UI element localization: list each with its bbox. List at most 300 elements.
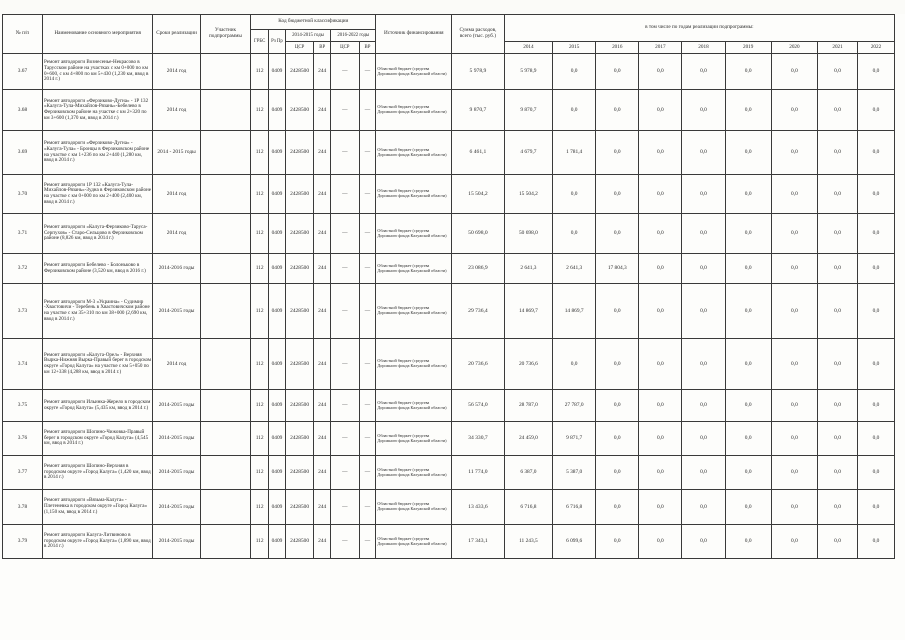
total-amount: 5 978,9 [452,54,505,90]
year-amount: 0,0 [596,390,639,422]
year-amount: 0,0 [818,339,858,390]
year-amount: 0,0 [596,525,639,559]
row-number: 3.72 [3,254,43,284]
year-amount: 0,0 [858,284,895,339]
csr-code-2016-2022: — [331,284,359,339]
implementation-terms: 2014-2015 годы [153,525,200,559]
year-amount: 0,0 [596,131,639,175]
rzpr-code: 0409 [269,131,286,175]
year-amount: 0,0 [858,456,895,490]
grbs-code: 112 [251,54,269,90]
funding-source: Областной бюджет (средства Дорожного фонда Калужской области) [376,525,452,559]
total-amount: 13 433,6 [452,490,505,525]
year-amount: 5 978,9 [504,54,552,90]
rzpr-code: 0409 [269,90,286,131]
rzpr-code: 0409 [269,254,286,284]
year-amount: 0,0 [771,490,817,525]
participant [200,525,250,559]
table-row [3,284,895,339]
year-amount: 0,0 [596,90,639,131]
csr-code: 2428500 [285,254,313,284]
csr-code-2016-2022: — [331,131,359,175]
measure-name: Ремонт автодороги Вознесенье-Некрасово в Тарусском районе на участках с км 0+000 по км 0+600, с км 4+800 по км 5+430 (1,230 км, ввод в 2014 г.) [42,54,152,90]
year-amount: 0,0 [639,456,682,490]
year-amount: 0,0 [596,456,639,490]
vr-code-2016-2022: — [359,90,376,131]
vr-code-2016-2022: — [359,54,376,90]
header-source: Источник финансирования [376,15,452,54]
row-number: 3.75 [3,390,43,422]
year-amount: 0,0 [639,254,682,284]
row-number: 3.79 [3,525,43,559]
vr-code: 244 [314,90,331,131]
measure-name: Ремонт автодороги «Ферзиково-Дугна» - 1Р 132 «Калуга-Тула-Михайлов-Рязань»-Бебелево в Ферзиковском районе на участке с км 2+320 по км 3+600 (1,370 км, ввод в 2014 г.) [42,90,152,131]
participant [200,254,250,284]
participant [200,390,250,422]
implementation-terms: 2014-2015 годы [153,284,200,339]
year-amount: 0,0 [639,339,682,390]
rzpr-code: 0409 [269,525,286,559]
total-amount: 56 574,0 [452,390,505,422]
implementation-terms: 2014-2015 годы [153,490,200,525]
total-amount: 9 870,7 [452,90,505,131]
vr-code-2016-2022: — [359,456,376,490]
funding-source: Областной бюджет (средства Дорожного фонда Калужской области) [376,131,452,175]
grbs-code: 112 [251,175,269,214]
year-amount: 0,0 [771,54,817,90]
total-amount: 17 343,1 [452,525,505,559]
year-amount: 0,0 [553,214,596,254]
implementation-terms: 2014 год [153,54,200,90]
year-amount: 24 459,0 [504,422,552,456]
measure-name: Ремонт автодороги Шопино-Чижовка-Правый берег в городском округе «Город Калуга» (4,545 км, ввод в 2014 г.) [42,422,152,456]
implementation-terms: 2014-2015 годы [153,422,200,456]
table-row [3,490,895,525]
participant [200,284,250,339]
csr-code: 2428500 [285,422,313,456]
rzpr-code: 0409 [269,54,286,90]
measure-name: Ремонт автодороги Шопино-Верхняя в городском округе «Город Калуга» (1,420 км, ввод в 2014 г.) [42,456,152,490]
implementation-terms: 2014 - 2015 годы [153,131,200,175]
row-number: 3.69 [3,131,43,175]
csr-code: 2428500 [285,390,313,422]
header-2016-2022: 2016-2022 годы [331,30,376,42]
grbs-code: 112 [251,254,269,284]
year-amount: 2 641,3 [504,254,552,284]
participant [200,175,250,214]
year-amount: 0,0 [639,54,682,90]
csr-code-2016-2022: — [331,390,359,422]
year-amount: 0,0 [596,214,639,254]
total-amount: 15 504,2 [452,175,505,214]
vr-code-2016-2022: — [359,284,376,339]
vr-code-2016-2022: — [359,339,376,390]
year-amount: 4 679,7 [504,131,552,175]
grbs-code: 112 [251,131,269,175]
year-amount: 0,0 [682,390,725,422]
grbs-code: 112 [251,90,269,131]
year-amount: 0,0 [771,422,817,456]
rzpr-code: 0409 [269,175,286,214]
vr-code: 244 [314,131,331,175]
csr-code: 2428500 [285,131,313,175]
row-number: 3.68 [3,90,43,131]
measure-name: Ремонт автодороги «Вязьма-Калуга» - Плетеневка в городском округе «Город Калуга» (1,150 км, ввод в 2014 г.) [42,490,152,525]
year-amount: 17 804,3 [596,254,639,284]
row-number: 3.67 [3,54,43,90]
year-amount: 0,0 [596,422,639,456]
funding-source: Областной бюджет (средства Дорожного фонда Калужской области) [376,422,452,456]
implementation-terms: 2014 год [153,175,200,214]
year-amount: 0,0 [725,456,771,490]
total-amount: 23 086,9 [452,254,505,284]
table-row [3,131,895,175]
year-amount: 0,0 [725,175,771,214]
year-amount: 9 870,7 [504,90,552,131]
header-year: 2019 [725,42,771,54]
vr-code: 244 [314,390,331,422]
csr-code-2016-2022: — [331,54,359,90]
year-amount: 0,0 [858,131,895,175]
vr-code: 244 [314,254,331,284]
vr-code: 244 [314,525,331,559]
year-amount: 0,0 [858,254,895,284]
year-amount: 0,0 [639,422,682,456]
header-csr: ЦСР [285,42,313,54]
year-amount: 0,0 [725,54,771,90]
vr-code-2016-2022: — [359,422,376,456]
year-amount: 0,0 [725,525,771,559]
year-amount: 0,0 [818,175,858,214]
vr-code: 244 [314,214,331,254]
year-amount: 0,0 [771,456,817,490]
header-year: 2016 [596,42,639,54]
year-amount: 6 716,8 [504,490,552,525]
year-amount: 0,0 [725,214,771,254]
csr-code: 2428500 [285,490,313,525]
total-amount: 29 736,4 [452,284,505,339]
vr-code: 244 [314,490,331,525]
grbs-code: 112 [251,214,269,254]
year-amount: 0,0 [771,254,817,284]
year-amount: 0,0 [725,254,771,284]
year-amount: 0,0 [682,456,725,490]
header-years-title: в том числе по годам реализации подпрограммы: [504,15,894,42]
year-amount: 1 781,4 [553,131,596,175]
year-amount: 0,0 [818,254,858,284]
table-row [3,175,895,214]
csr-code: 2428500 [285,284,313,339]
total-amount: 6 461,1 [452,131,505,175]
vr-code-2016-2022: — [359,490,376,525]
vr-code: 244 [314,284,331,339]
header-year: 2021 [818,42,858,54]
year-amount: 0,0 [858,214,895,254]
year-amount: 0,0 [858,390,895,422]
funding-source: Областной бюджет (средства Дорожного фонда Калужской области) [376,390,452,422]
participant [200,422,250,456]
participant [200,214,250,254]
header-total: Сумма расходов, всего (тыс. руб.) [452,15,505,54]
rzpr-code: 0409 [269,214,286,254]
table-row [3,90,895,131]
year-amount: 0,0 [553,90,596,131]
implementation-terms: 2014-2015 годы [153,390,200,422]
header-vr: ВР [359,42,376,54]
year-amount: 0,0 [682,175,725,214]
year-amount: 0,0 [858,525,895,559]
measure-name: Ремонт автодороги Бебелево - Болоньково в Ферзиковском районе (3,520 км, ввод в 2016 г.) [42,254,152,284]
csr-code: 2428500 [285,54,313,90]
csr-code-2016-2022: — [331,456,359,490]
header-year: 2015 [553,42,596,54]
year-amount: 0,0 [682,254,725,284]
year-amount: 0,0 [682,339,725,390]
year-amount: 0,0 [858,490,895,525]
vr-code-2016-2022: — [359,175,376,214]
grbs-code: 112 [251,339,269,390]
vr-code-2016-2022: — [359,131,376,175]
year-amount: 0,0 [858,175,895,214]
table-row [3,422,895,456]
participant [200,54,250,90]
header-vr: ВР [314,42,331,54]
grbs-code: 112 [251,456,269,490]
year-amount: 0,0 [553,175,596,214]
table-row [3,390,895,422]
measure-name: Ремонт автодороги «Калуга-Орел» - Верхняя Вырка-Нижняя Вырка-Правый берег в городском округе «Город Калуга» на участке с км 5+050 по км 12+338 (4,288 км, ввод в 2014 г.) [42,339,152,390]
participant [200,90,250,131]
year-amount: 0,0 [818,90,858,131]
participant [200,490,250,525]
row-number: 3.77 [3,456,43,490]
year-amount: 0,0 [818,490,858,525]
implementation-terms: 2014 год [153,214,200,254]
budget-table [2,14,895,559]
year-amount: 0,0 [818,214,858,254]
funding-source: Областной бюджет (средства Дорожного фонда Калужской области) [376,339,452,390]
year-amount: 0,0 [682,214,725,254]
table-row [3,54,895,90]
funding-source: Областной бюджет (средства Дорожного фонда Калужской области) [376,456,452,490]
header-2014-2015: 2014-2015 годы [285,30,330,42]
header-year: 2018 [682,42,725,54]
year-amount: 6 099,6 [553,525,596,559]
year-amount: 0,0 [818,131,858,175]
csr-code-2016-2022: — [331,90,359,131]
table-row [3,254,895,284]
year-amount: 0,0 [858,54,895,90]
csr-code: 2428500 [285,525,313,559]
year-amount: 0,0 [858,90,895,131]
funding-source: Областной бюджет (средства Дорожного фонда Калужской области) [376,490,452,525]
funding-source: Областной бюджет (средства Дорожного фонда Калужской области) [376,90,452,131]
measure-name: Ремонт автодороги М-3 «Украина» - Судимир -Хвастовичи - Теребень в Хвастовичском районе на участке с км 35+310 по км 38+000 (2,690 км, ввод в 2014 г.) [42,284,152,339]
year-amount: 0,0 [639,214,682,254]
row-number: 3.71 [3,214,43,254]
grbs-code: 112 [251,390,269,422]
year-amount: 0,0 [553,54,596,90]
implementation-terms: 2014 год [153,90,200,131]
vr-code: 244 [314,422,331,456]
measure-name: Ремонт автодороги Ильинка-Жерело в городском округе «Город Калуга» (5,435 км, ввод в 2014 г.) [42,390,152,422]
row-number: 3.74 [3,339,43,390]
grbs-code: 112 [251,422,269,456]
year-amount: 14 869,7 [553,284,596,339]
year-amount: 0,0 [596,490,639,525]
year-amount: 0,0 [639,390,682,422]
year-amount: 0,0 [639,525,682,559]
year-amount: 0,0 [771,90,817,131]
year-amount: 0,0 [682,54,725,90]
vr-code-2016-2022: — [359,525,376,559]
row-number: 3.76 [3,422,43,456]
total-amount: 11 774,0 [452,456,505,490]
vr-code: 244 [314,456,331,490]
year-amount: 0,0 [639,131,682,175]
csr-code-2016-2022: — [331,254,359,284]
vr-code: 244 [314,175,331,214]
year-amount: 0,0 [639,90,682,131]
year-amount: 0,0 [771,175,817,214]
participant [200,339,250,390]
header-rzpr: Рз Пр [269,30,286,54]
year-amount: 0,0 [725,284,771,339]
implementation-terms: 2014-2015 годы [153,456,200,490]
year-amount: 0,0 [682,131,725,175]
csr-code: 2428500 [285,214,313,254]
csr-code-2016-2022: — [331,214,359,254]
year-amount: 0,0 [682,90,725,131]
year-amount: 0,0 [639,490,682,525]
header-year: 2017 [639,42,682,54]
year-amount: 0,0 [639,284,682,339]
year-amount: 0,0 [596,284,639,339]
year-amount: 0,0 [553,339,596,390]
csr-code: 2428500 [285,90,313,131]
measure-name: Ремонт автодороги 1Р 132 «Калуга-Тула-Михайлов-Рязань»-Зудна в Ферзиковском районе на участке с км 0+000 по км 2+400 (2,400 км, ввод в 2014 г.) [42,175,152,214]
table-row [3,456,895,490]
year-amount: 0,0 [818,390,858,422]
year-amount: 0,0 [682,422,725,456]
year-amount: 0,0 [725,339,771,390]
rzpr-code: 0409 [269,456,286,490]
year-amount: 0,0 [771,131,817,175]
header-num: № п/п [3,15,43,54]
top-margin [0,0,905,14]
header-year: 2022 [858,42,895,54]
year-amount: 0,0 [596,175,639,214]
year-amount: 0,0 [771,214,817,254]
csr-code-2016-2022: — [331,525,359,559]
year-amount: 20 736,6 [504,339,552,390]
year-amount: 0,0 [818,422,858,456]
funding-source: Областной бюджет (средства Дорожного фонда Калужской области) [376,214,452,254]
year-amount: 27 787,0 [553,390,596,422]
year-amount: 9 871,7 [553,422,596,456]
year-amount: 6 716,8 [553,490,596,525]
year-amount: 11 243,5 [504,525,552,559]
year-amount: 0,0 [818,525,858,559]
year-amount: 0,0 [639,175,682,214]
year-amount: 0,0 [771,390,817,422]
year-amount: 0,0 [858,339,895,390]
rzpr-code: 0409 [269,339,286,390]
vr-code: 244 [314,339,331,390]
grbs-code: 112 [251,525,269,559]
row-number: 3.70 [3,175,43,214]
year-amount: 0,0 [771,525,817,559]
year-amount: 0,0 [682,490,725,525]
total-amount: 50 698,0 [452,214,505,254]
year-amount: 6 387,0 [504,456,552,490]
header-grbs: ГРБС [251,30,269,54]
total-amount: 34 330,7 [452,422,505,456]
year-amount: 5 387,0 [553,456,596,490]
measure-name: Ремонт автодороги Калуга-Литвиново в городском округе «Город Калуга» (1,890 км, ввод в 2014 г.) [42,525,152,559]
measure-name: Ремонт автодороги «Ферзиково-Дугна» - «Калуга-Тула» - Бронцы в Ферзиковском районе на участке с км 1+236 по км 2+440 (1,280 км, ввод в 2014 г.) [42,131,152,175]
header-terms: Сроки реализации [153,15,200,54]
table-row [3,339,895,390]
header-csr: ЦСР [331,42,359,54]
year-amount: 0,0 [725,422,771,456]
year-amount: 28 787,0 [504,390,552,422]
year-amount: 0,0 [725,131,771,175]
vr-code-2016-2022: — [359,390,376,422]
total-amount: 20 736,6 [452,339,505,390]
year-amount: 0,0 [596,339,639,390]
csr-code-2016-2022: — [331,490,359,525]
year-amount: 0,0 [725,490,771,525]
rzpr-code: 0409 [269,390,286,422]
vr-code: 244 [314,54,331,90]
header-budget-classification: Код бюджетной классификации [251,15,376,30]
funding-source: Областной бюджет (средства Дорожного фонда Калужской области) [376,254,452,284]
rzpr-code: 0409 [269,422,286,456]
grbs-code: 112 [251,490,269,525]
year-amount: 2 641,3 [553,254,596,284]
table-row [3,525,895,559]
year-amount: 50 698,0 [504,214,552,254]
rzpr-code: 0409 [269,490,286,525]
header-name: Наименование основного мероприятия [42,15,152,54]
csr-code: 2428500 [285,175,313,214]
year-amount: 0,0 [818,284,858,339]
table-row [3,214,895,254]
year-amount: 14 869,7 [504,284,552,339]
measure-name: Ремонт автодороги «Калуга-Ферзиково-Таруса-Серпухов» - Старо-Сельцово в Ферзиковском районе (8,826 км, ввод в 2014 г.) [42,214,152,254]
year-amount: 0,0 [725,390,771,422]
funding-source: Областной бюджет (средства Дорожного фонда Калужской области) [376,175,452,214]
header-year: 2014 [504,42,552,54]
year-amount: 0,0 [771,339,817,390]
year-amount: 0,0 [771,284,817,339]
csr-code: 2428500 [285,456,313,490]
year-amount: 0,0 [596,54,639,90]
header-participant: Участник подпрограммы [200,15,250,54]
funding-source: Областной бюджет (средства Дорожного фонда Калужской области) [376,284,452,339]
participant [200,456,250,490]
year-amount: 0,0 [818,456,858,490]
year-amount: 0,0 [682,284,725,339]
year-amount: 0,0 [725,90,771,131]
grbs-code: 112 [251,284,269,339]
funding-source: Областной бюджет (средства Дорожного фонда Калужской области) [376,54,452,90]
csr-code-2016-2022: — [331,175,359,214]
year-amount: 15 504,2 [504,175,552,214]
csr-code-2016-2022: — [331,339,359,390]
vr-code-2016-2022: — [359,214,376,254]
